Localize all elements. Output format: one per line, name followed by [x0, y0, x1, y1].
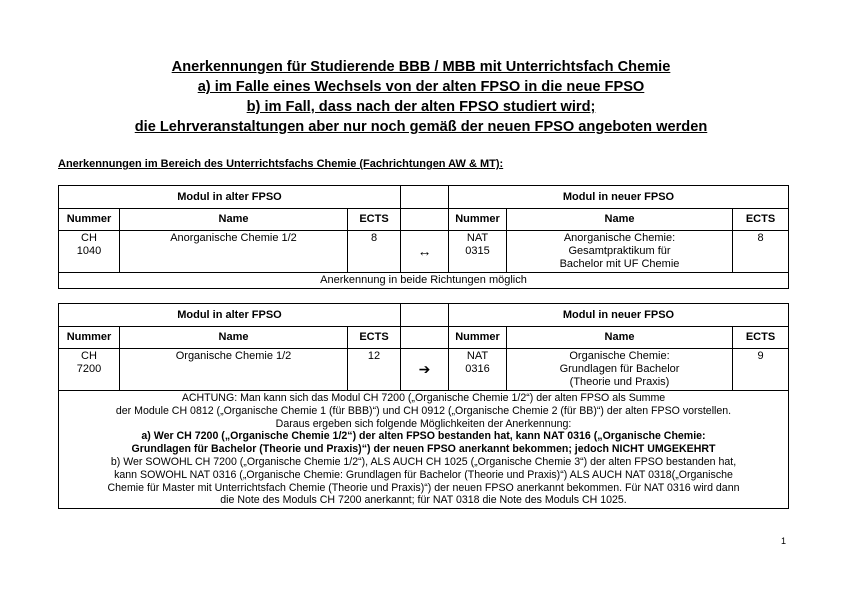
note-line: Chemie für Master mit Unterrichtsfach Chemie (Theorie und Praxis)“) der neuen FPSO anerkannt bekommen. Für NAT 0316 wird dann — [107, 481, 740, 494]
old-number-prefix: CH — [81, 350, 97, 362]
new-number-prefix: NAT — [466, 350, 489, 362]
new-name-line: Bachelor mit UF Chemie — [559, 258, 680, 270]
recognition-note — [59, 391, 789, 509]
old-module-ects: 12 — [348, 349, 401, 391]
spacer-cell — [401, 327, 449, 349]
bidirectional-arrow-icon: ↔ — [401, 231, 449, 273]
recognition-table-2 — [58, 303, 789, 509]
section-heading: Anerkennungen im Bereich des Unterrichtsfachs Chemie (Fachrichtungen AW & MT): — [58, 158, 504, 170]
spacer-cell — [401, 209, 449, 231]
old-fpso-header: Modul in alter FPSO — [59, 186, 401, 209]
new-module-number — [449, 231, 507, 273]
col-name-new: Name — [507, 209, 733, 231]
recognition-table-1 — [58, 185, 789, 289]
old-module-name: Organische Chemie 1/2 — [120, 349, 348, 391]
old-module-number — [59, 349, 120, 391]
title-line-1: Anerkennungen für Studierende BBB / MBB mit Unterrichtsfach Chemie — [171, 59, 671, 75]
note-line: ACHTUNG: Man kann sich das Modul CH 7200 („Organische Chemie 1/2“) der alten FPSO als Summe — [181, 392, 666, 404]
new-fpso-header: Modul in neuer FPSO — [449, 304, 789, 327]
new-name-line: (Theorie und Praxis) — [569, 376, 670, 388]
new-name-line: Grundlagen für Bachelor — [559, 363, 680, 375]
new-number-code: 0315 — [465, 245, 490, 257]
recognition-note: Anerkennung in beide Richtungen möglich — [59, 273, 789, 289]
new-name-line: Anorganische Chemie: — [563, 232, 676, 244]
col-name-old: Name — [120, 209, 348, 231]
col-nummer-old: Nummer — [59, 327, 120, 349]
note-line: kann SOWOHL NAT 0316 („Organische Chemie: Grundlagen für Bachelor (Theorie und Praxis)“) ALS AUCH NAT 0318(„Organische — [114, 468, 733, 481]
col-ects-old: ECTS — [348, 209, 401, 231]
spacer-cell — [401, 186, 449, 209]
col-nummer-old: Nummer — [59, 209, 120, 231]
col-nummer-new: Nummer — [449, 327, 507, 349]
new-name-line: Gesamtpraktikum für — [568, 245, 671, 257]
new-module-number — [449, 349, 507, 391]
old-module-ects: 8 — [348, 231, 401, 273]
new-fpso-header: Modul in neuer FPSO — [449, 186, 789, 209]
old-number-prefix: CH — [81, 232, 97, 244]
col-ects-old: ECTS — [348, 327, 401, 349]
new-module-ects: 9 — [733, 349, 789, 391]
title-line-3: b) im Fall, dass nach der alten FPSO studiert wird; — [246, 99, 596, 115]
note-line: die Note des Moduls CH 7200 anerkannt; für NAT 0318 die Note des Moduls CH 1025. — [220, 494, 627, 507]
col-name-new: Name — [507, 327, 733, 349]
note-line: der Module CH 0812 („Organische Chemie 1 (für BBB)“) und CH 0912 („Organische Chemie 2 (für BB)“) der alten FPSO vorstellen. — [115, 404, 732, 417]
title-line-2: a) im Falle eines Wechsels von der alten FPSO in die neue FPSO — [197, 79, 645, 95]
col-name-old: Name — [120, 327, 348, 349]
new-module-name — [507, 349, 733, 391]
old-fpso-header: Modul in alter FPSO — [59, 304, 401, 327]
page-number: 1 — [780, 536, 786, 546]
note-line: Daraus ergeben sich folgende Möglichkeiten der Anerkennung: — [275, 417, 572, 430]
note-bold-line: a) Wer CH 7200 („Organische Chemie 1/2“) der alten FPSO bestanden hat, kann NAT 0316 („Organische Chemie: — [141, 430, 706, 443]
document-title — [0, 57, 842, 137]
new-number-prefix: NAT — [466, 232, 489, 244]
col-ects-new: ECTS — [733, 209, 789, 231]
new-number-code: 0316 — [465, 363, 490, 375]
note-bold-line: Grundlagen für Bachelor (Theorie und Praxis)“) der neuen FPSO anerkannt bekommen; jedoch NICHT UMGEKEHRT — [131, 443, 716, 456]
col-nummer-new: Nummer — [449, 209, 507, 231]
old-number-code: 7200 — [76, 363, 102, 375]
new-name-line: Organische Chemie: — [569, 350, 670, 362]
col-ects-new: ECTS — [733, 327, 789, 349]
old-number-code: 1040 — [76, 245, 102, 257]
old-module-number — [59, 231, 120, 273]
note-line: b) Wer SOWOHL CH 7200 („Organische Chemie 1/2“), ALS AUCH CH 1025 („Organische Chemie 3“) der alten FPSO bestanden hat, — [110, 455, 737, 468]
new-module-ects: 8 — [733, 231, 789, 273]
title-line-4: die Lehrveranstaltungen aber nur noch gemäß der neuen FPSO angeboten werden — [134, 119, 708, 135]
spacer-cell — [401, 304, 449, 327]
old-module-name: Anorganische Chemie 1/2 — [120, 231, 348, 273]
right-arrow-icon: ➔ — [401, 349, 449, 391]
new-module-name — [507, 231, 733, 273]
